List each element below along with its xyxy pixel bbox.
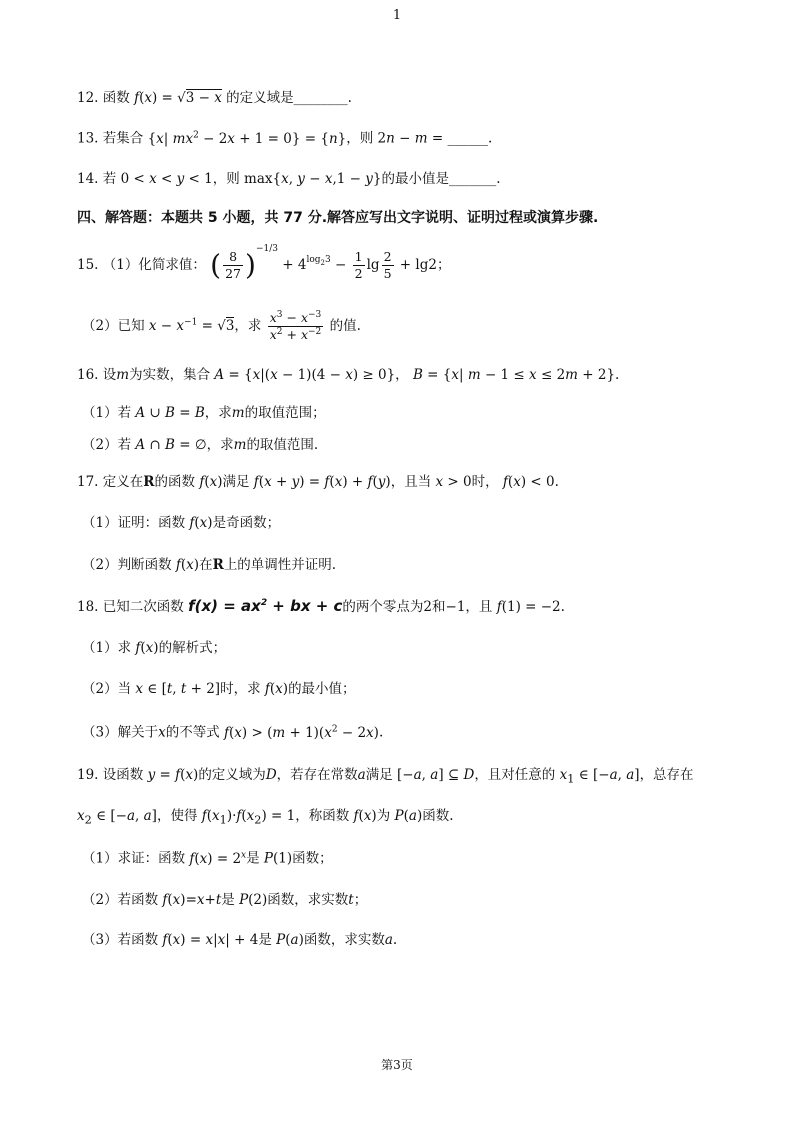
math-expression: f(x) — [175, 557, 200, 573]
question-17-part-1: （1）证明：函数 f(x)是奇函数； — [82, 515, 281, 531]
math-expression: A = {x|(x − 1)(4 − x) ≥ 0} — [214, 367, 396, 383]
math-expression: f(x) — [189, 515, 213, 531]
math-expression: f(x) = x|x| + 4 — [162, 932, 259, 948]
math-expression: $f(x) > (m + 1)(x^2 - 2x)$ — [224, 724, 379, 741]
math-expression: $x_1$ ∈ [−a, a] — [559, 767, 640, 786]
section-heading: 四、解答题：本题共 5 小题，共 77 分.解答应写出文字说明、证明过程或演算步骤. — [77, 210, 599, 226]
question-19-part-2: （2）若函数 f(x)=x+t是 P(2)函数，求实数t； — [82, 892, 368, 908]
math-expression: f(x) — [353, 808, 377, 824]
math-expression: P(a) — [276, 932, 304, 948]
math-expression: f(x) — [199, 474, 223, 490]
question-19: 19. 设函数 y = f(x)的定义域为D，若存在常数a满足 [−a, a] ⊆ D，且对任意的 $x_1$ ∈ [−a, a]，总存在 — [77, 767, 694, 786]
math-expression: f(x) < 0 — [502, 474, 555, 490]
math-expression: x ∈ [t, t + 2] — [135, 681, 221, 697]
question-12: 12. 函数 f(x) = √3 − x 的定义域是________. — [77, 90, 352, 106]
page-number: 1 — [392, 8, 402, 23]
question-14: 14. 若 0 < x < y < 1，则 max{x, y − x,1 − y}的最小值是_______. — [77, 171, 501, 187]
math-expression: $\frac{x^3 - x^{-3}}{x^2 + x^{-2}}$ — [269, 310, 322, 342]
math-expression: x > 0 — [435, 474, 472, 490]
math-expression: f(1) = −2 — [496, 599, 561, 615]
question-19-part-1: （1）求证：函数 $f(x) = 2^x$是 P(1)函数； — [82, 850, 333, 867]
math-expression: 0 < x < y < 1 — [120, 171, 213, 187]
question-18: 18. 已知二次函数 $f(x) = ax^2$ + bx + c的两个零点为2和−1，且 f(1) = −2. — [77, 597, 565, 615]
math-expression: $x - x^{-1} = √3$ — [148, 317, 235, 334]
math-expression: A ∩ B = ∅ — [135, 437, 207, 453]
math-expression: $x_2$ ∈ [−a, a] — [77, 808, 157, 827]
question-15-part-2: （2）已知 $x - x^{-1} = √3$，求 $\frac{x^3 - x^{-3}}{x^2 + x^{-2}}$ 的值. — [82, 310, 361, 342]
math-expression: ( $\frac{8}{27}$ )$^{-1/3} + 4^{log_23}$ − $\frac{1}{2}$ lg $\frac{2}{5}$ + lg2 — [210, 244, 437, 282]
question-18-part-1: （1）求 f(x)的解析式； — [82, 640, 227, 656]
math-expression: f(x + y) = f(x) + f(y) — [253, 474, 391, 490]
math-expression: {x| $mx^2 - 2x + 1 = 0\} = \{n\}$ — [147, 130, 347, 147]
math-expression: [−a, a] ⊆ D — [397, 767, 475, 783]
question-13: 13. 若集合 {x| $mx^2 - 2x + 1 = 0\} = \{n\}$，则 2n − m = ______. — [77, 130, 493, 147]
question-18-part-3: （3）解关于x的不等式 $f(x) > (m + 1)(x^2 - 2x)$. — [82, 724, 384, 741]
math-expression: f(x)=x+t — [162, 892, 222, 908]
question-15-part-1: 15. （1）化简求值： ( $\frac{8}{27}$ )$^{-1/3} + 4^{log_23}$ − $\frac{1}{2}$ lg $\frac{2}{5}$ + lg2； — [77, 244, 451, 282]
question-16: 16. 设m为实数，集合 A = {x|(x − 1)(4 − x) ≥ 0}， B = {x| m − 1 ≤ x ≤ 2m + 2}. — [77, 367, 620, 383]
question-19-line-2: $x_2$ ∈ [−a, a]，使得 $f(x_1)\cdot f(x_2) = 1$，称函数 f(x)为 P(a)函数. — [77, 808, 454, 827]
math-expression: P(1) — [263, 850, 293, 867]
math-expression: f(x) — [135, 640, 159, 656]
math-expression: f(x) = √3 − x — [134, 90, 222, 106]
math-expression: f(x) — [264, 681, 289, 697]
math-expression: P(2) — [239, 892, 268, 908]
math-expression: $f(x) = ax^2$ + bx + c — [188, 597, 343, 615]
question-18-part-2: （2）当 x ∈ [t, t + 2]时，求 f(x)的最小值； — [82, 681, 356, 697]
math-expression: P(a) — [394, 808, 423, 824]
math-expression: A ∪ B = B — [135, 405, 205, 421]
question-17-part-2: （2）判断函数 f(x)在R上的单调性并证明. — [82, 557, 337, 573]
question-19-part-3: （3）若函数 f(x) = x|x| + 4是 P(a)函数，求实数a. — [82, 932, 398, 948]
math-expression: 2n − m = — [377, 130, 444, 147]
question-17: 17. 定义在R的函数 f(x)满足 f(x + y) = f(x) + f(y)，且当 x > 0时， f(x) < 0. — [77, 474, 559, 490]
math-expression: y = f(x) — [147, 767, 199, 783]
question-16-part-1: （1）若 A ∪ B = B，求m的取值范围； — [82, 405, 326, 421]
math-expression: $f(x) = 2^x$ — [189, 850, 247, 867]
page-footer: 第3页 — [381, 1058, 413, 1072]
math-expression: B = {x| m − 1 ≤ x ≤ 2m + 2} — [412, 367, 616, 383]
math-expression: $f(x_1)\cdot f(x_2) = 1$ — [201, 808, 296, 827]
math-expression: max{x, y − x,1 − y} — [244, 171, 382, 187]
question-16-part-2: （2）若 A ∩ B = ∅，求m的取值范围. — [82, 437, 319, 453]
